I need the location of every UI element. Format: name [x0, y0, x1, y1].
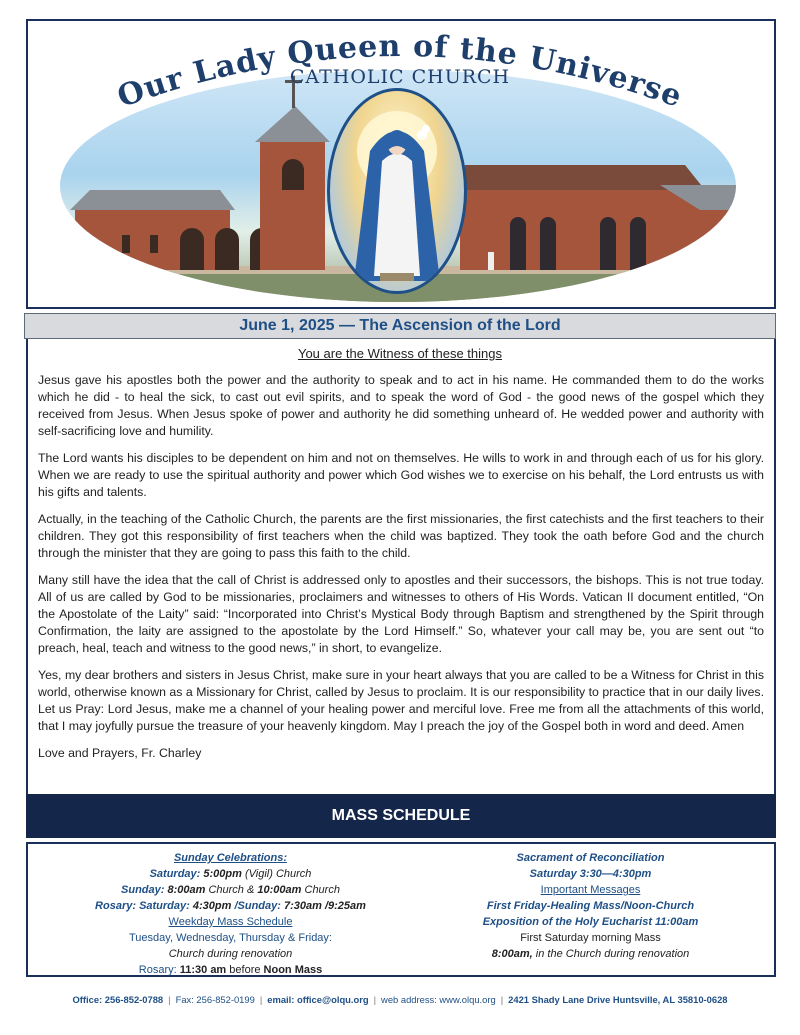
signoff: Love and Prayers, Fr. Charley	[38, 746, 202, 760]
saturday-line	[48, 866, 413, 882]
footer-email[interactable]: email: office@olqu.org	[267, 994, 369, 1005]
mass-schedule-left	[48, 850, 413, 978]
rosary-line	[48, 898, 413, 914]
weekday-note: Church during renovation	[168, 948, 293, 960]
footer-address: 2421 Shady Lane Drive Huntsville, AL 35810-0628	[508, 994, 728, 1005]
saturday-note: (Vigil) Church	[244, 868, 312, 880]
rosary-saturday-time: 4:30pm	[192, 900, 232, 912]
footer-office: Office: 256-852-0788	[72, 994, 164, 1005]
mary-figure-icon	[330, 91, 464, 291]
message-3: First Saturday morning Mass	[520, 932, 661, 944]
date-banner	[24, 313, 776, 339]
saturday-label: Saturday:	[149, 868, 201, 880]
church-subtitle: CATHOLIC CHURCH	[289, 66, 511, 88]
mary-image	[327, 88, 467, 294]
saturday-time: 5:00pm	[203, 868, 242, 880]
footer-fax: Fax: 256-852-0199	[175, 994, 255, 1005]
rosary-weekday-label: Rosary:	[138, 964, 177, 976]
rosary-weekday-time: 11:30 am	[179, 964, 227, 976]
important-heading: Important Messages	[540, 884, 641, 896]
date-title: June 1, 2025 — The Ascension of the Lord	[239, 317, 561, 334]
rosary-label: Rosary: Saturday:	[95, 900, 190, 912]
homily-title: You are the Witness of these things	[297, 346, 503, 361]
homily-paragraph: Yes, my dear brothers and sisters in Jesus Christ, make sure in your heart always that you are called to be a Witness for Christ in this world, otherwise known as a Missionary for Christ, called by Jesus to proclaim. It is our responsibility to practice that in our daily lives. Let us Pray: Lord Jesus, make me a channel of your healing power and merciful love. Free me from all the attachments of this world, that I may joyfully pursue the treasure of your heavenly kingdom. May I preach the joy of the Gospel both in word and deed. Amen	[38, 668, 764, 733]
rosary-weekday-before: before	[229, 964, 261, 976]
homily-body	[38, 372, 764, 762]
rosary-sunday-label: /Sunday:	[234, 900, 281, 912]
homily-paragraph: Jesus gave his apostles both the power and the authority to speak and to act in his name. He commanded them to do the works which he did - to heal the sick, to cast out evil spirits, and to speak the word of God - the good news of the gospel which they received from Jesus. When Jesus spoke of power and authority he did something unheard of. He wedded power and authority with self-sacrificing love and humility.	[38, 373, 764, 438]
homily-paragraph: The Lord wants his disciples to be dependent on him and not on themselves. He wills to work in and through each of us for his glory. When we are ready to use the spiritual authority and power which God wishes we to exercise on his behalf, the Lord entrusts us with his gifts and talents.	[38, 451, 764, 499]
sunday-note-2: Church	[304, 884, 340, 896]
weekday-days: Tuesday, Wednesday, Thursday & Friday:	[129, 932, 332, 944]
mass-schedule-right	[423, 850, 758, 962]
weekday-heading: Weekday Mass Schedule	[168, 916, 293, 928]
homily-paragraph: Actually, in the teaching of the Catholic Church, the parents are the first missionaries, the first catechists and the first teachers to their children. They got this responsibility of first teachers when the child was baptized. They took the oath before God and the church through the minister that they are going to pass this faith to the child.	[38, 512, 764, 560]
message-4-note: in the Church during renovation	[535, 948, 690, 960]
footer-web[interactable]: web address: www.olqu.org	[381, 994, 496, 1005]
mass-schedule-banner	[26, 794, 776, 838]
message-4-time: 8:00am,	[491, 948, 533, 960]
mass-schedule-box	[26, 842, 776, 977]
footer: Office: 256-852-0788 | Fax: 256-852-0199 | email: office@olqu.org | web address: www.olqu.org | 2421 Shady Lane Drive Huntsville, AL 35810-0628	[72, 994, 728, 1005]
homily-paragraph: Many still have the idea that the call of Christ is addressed only to apostles and their successors, the bishops. This is not true today. All of us are called by God to be missionaries, proclaimers and witnesses to others of His Words. Vatican II document entitled, “On the Apostolate of the Laity” said: “Incorporated into Christ’s Mystical Body through Baptism and strengthened by the Spirit through Confirmation, the laity are assigned to the apostolate by the Lord Himself.” So, whatever your call may be, you are sent out “to preach, heal, teach and witness to the good news,” in short, to evangelize.	[38, 573, 764, 655]
message-4	[423, 946, 758, 962]
church-title-text: Our Lady Queen of the Universe	[113, 28, 688, 115]
sunday-line	[48, 882, 413, 898]
rosary-weekday-line	[48, 962, 413, 978]
rosary-weekday-after: Noon Mass	[263, 964, 323, 976]
sunday-time-2: 10:00am	[257, 884, 302, 896]
sunday-time-1: 8:00am	[167, 884, 206, 896]
message-2: Exposition of the Holy Eucharist 11:00am	[482, 916, 699, 928]
reconciliation-time: Saturday 3:30—4:30pm	[529, 868, 652, 880]
sunday-note-1: Church &	[208, 884, 255, 896]
sunday-label: Sunday:	[121, 884, 165, 896]
reconciliation-heading: Sacrament of Reconciliation	[516, 852, 665, 864]
message-1: First Friday-Healing Mass/Noon-Church	[486, 900, 695, 912]
mass-schedule-title: MASS SCHEDULE	[331, 807, 471, 824]
rosary-sunday-time: 7:30am /9:25am	[283, 900, 366, 912]
sunday-heading: Sunday Celebrations:	[173, 852, 288, 864]
